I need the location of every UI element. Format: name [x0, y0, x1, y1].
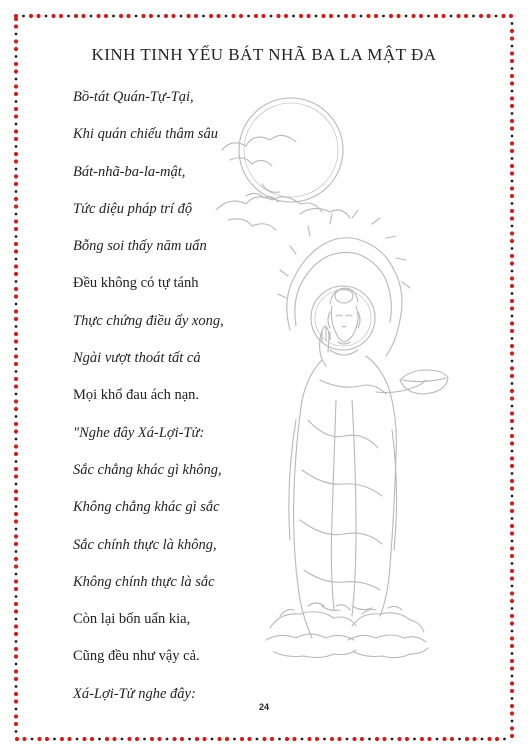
verse-line: Không chính thực là sắc	[73, 573, 215, 590]
verse-line: Còn lại bốn uẩn kia,	[73, 611, 191, 628]
verse-line: Sắc chính thực là không,	[73, 536, 217, 553]
verse-line: Đều không có tự tánh	[73, 275, 199, 292]
buddha-body	[289, 326, 448, 638]
verse-line: Không chẳng khác gì sắc	[73, 499, 220, 516]
verse-line: "Nghe đây Xá-Lợi-Tử:	[73, 424, 205, 441]
moon-icon	[216, 98, 350, 230]
verse-line: Thực chứng điều ấy xong,	[73, 312, 224, 329]
verse-line: Cũng đều như vậy cả.	[73, 648, 200, 665]
lotus-pedestal	[266, 603, 428, 658]
verse-line: Khi quán chiếu thâm sâu	[73, 126, 218, 143]
verse-line: Sắc chẳng khác gì không,	[73, 461, 222, 478]
verse-line: Tức diệu pháp trí độ	[73, 200, 193, 217]
buddha-head	[328, 288, 360, 344]
halo-icon	[278, 210, 410, 356]
page-number: 24	[258, 702, 269, 712]
verse-list	[73, 84, 224, 718]
verse-line: Mọi khổ đau ách nạn.	[73, 387, 200, 404]
verse-line: Ngài vượt thoát tất cả	[73, 350, 201, 367]
verse-line: Bát-nhã-ba-la-mật,	[73, 163, 186, 180]
verse-line: Bồ-tát Quán-Tự-Tại,	[73, 89, 194, 105]
verse-line: Xá-Lợi-Tử nghe đây:	[73, 685, 196, 702]
document-title: KINH TINH YẾU BÁT NHÃ BA LA MẬT ĐA	[91, 45, 437, 64]
verse-line: Bỗng soi thấy năm uẩn	[73, 238, 207, 255]
